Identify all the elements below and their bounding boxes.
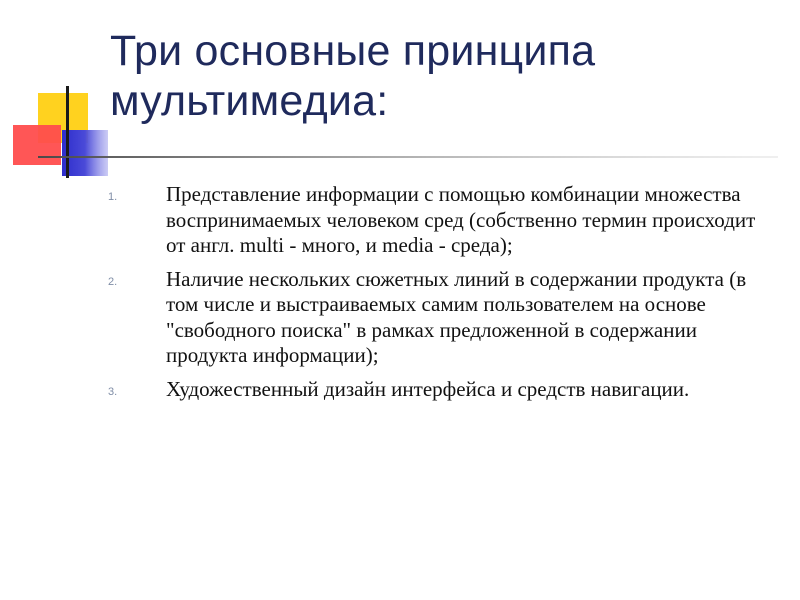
- list-item: [108, 377, 778, 403]
- list-item: [108, 267, 778, 369]
- list-item-number: 2.: [108, 275, 118, 288]
- list-item-text: Художественный дизайн интерфейса и средств навигации.: [166, 376, 690, 401]
- deco-horizontal-rule: [38, 156, 778, 158]
- principles-list: [108, 182, 778, 410]
- list-item-text: Представление информации с помощью комбинации множества воспринимаемых человеком сред (собственно термин происходит от англ. multi - много, и media - среда);: [166, 182, 756, 257]
- list-item-text: Наличие нескольких сюжетных линий в содержании продукта (в том числе и выстраиваемых самим пользователем на основе "свободного поиска" в рамках предложенной в содержании продукта информации);: [166, 266, 747, 367]
- list-item-number: 1.: [108, 191, 118, 203]
- page-title: [110, 26, 780, 126]
- list-item: [108, 182, 778, 259]
- title-line-1: Три основные принципа: [110, 27, 596, 75]
- title-line-2: мультимедиа:: [110, 77, 389, 125]
- list-item-number: 3.: [108, 385, 118, 398]
- deco-red-square: [13, 125, 61, 165]
- deco-vertical-line: [66, 86, 69, 178]
